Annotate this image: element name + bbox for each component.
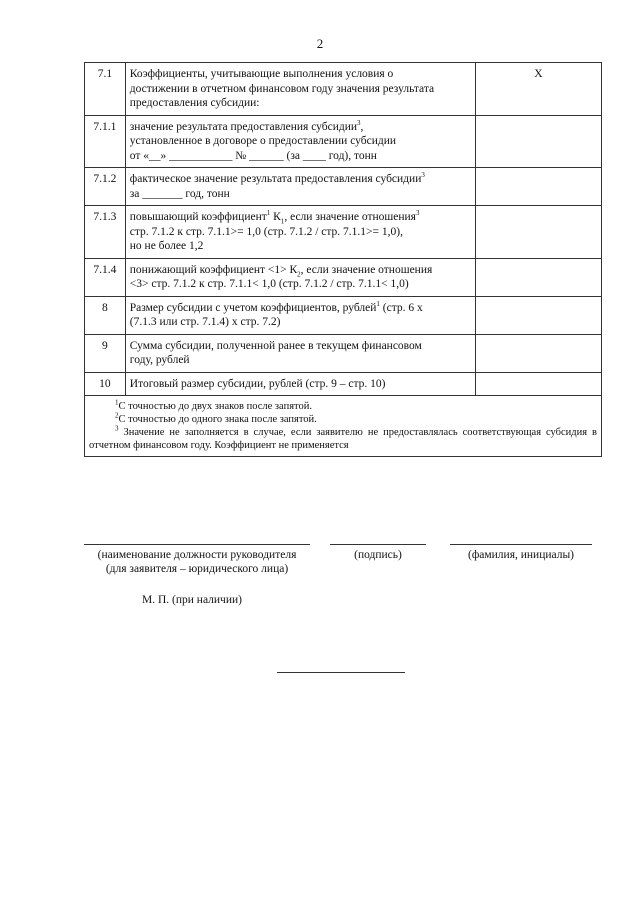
row-number: 7.1.3: [85, 206, 126, 259]
footnote: $^2$С точностью до одного знака после запятой.: [115, 411, 317, 425]
name-label: (фамилия, инициалы): [467, 549, 575, 561]
row-value[interactable]: [475, 115, 601, 168]
footnote: $^3$ Значение не заполняется в случае, если заявителю не предоставлялась соответствующая субсидия в отчетном финансовом году. Коэффициент не применяется: [89, 424, 597, 451]
row-value: Х: [475, 63, 601, 116]
row-description: Сумма субсидии, полученной ранее в текущем финансовом году, рублей: [125, 334, 475, 372]
row-description: повышающий коэффициент$^1$ $К_1$, если значение отношения$^3$ стр. 7.1.2 к стр. 7.1.1>= 1,0 (стр. 7.1.2 / стр. 7.1.1>= 1,0), но не более 1,2: [125, 206, 475, 259]
row-number: 9: [85, 334, 126, 372]
row-value[interactable]: [475, 206, 601, 259]
row-description: Размер субсидии с учетом коэффициентов, рублей$^1$ (стр. 6 х (7.1.3 или стр. 7.1.4) х стр. 7.2): [125, 296, 475, 334]
page-number: 2: [316, 36, 324, 51]
subsidy-calculation-table: [84, 62, 602, 457]
stamp-label: М. П. (при наличии): [142, 594, 242, 606]
row-description: Итоговый размер субсидии, рублей (стр. 9 – стр. 10): [125, 372, 475, 396]
row-number: 7.1.4: [85, 258, 126, 296]
name-line[interactable]: [450, 544, 592, 545]
footnotes: [85, 396, 602, 457]
table-row: [85, 206, 602, 259]
footnote: $^1$С точностью до двух знаков после запятой.: [115, 398, 312, 412]
row-description: фактическое значение результата предоставления субсидии$^3$ за _______ год, тонн: [125, 168, 475, 206]
row-description: значение результата предоставления субсидии$^3$, установленное в договоре о предоставлении субсидии от «__» ___________ № ______ (за ____ год), тонн: [125, 115, 475, 168]
table-row: [85, 115, 602, 168]
row-value[interactable]: [475, 372, 601, 396]
footnotes-row: [85, 396, 602, 457]
row-value[interactable]: [475, 258, 601, 296]
table-row: [85, 168, 602, 206]
row-value[interactable]: [475, 168, 601, 206]
table-row: [85, 258, 602, 296]
position-label: (наименование должности руководителя (для заявителя – юридического лица): [97, 549, 297, 575]
row-number: 7.1.2: [85, 168, 126, 206]
row-value[interactable]: [475, 296, 601, 334]
table-row: [85, 296, 602, 334]
row-number: 8: [85, 296, 126, 334]
row-number: 7.1.1: [85, 115, 126, 168]
bottom-separator: [277, 672, 405, 673]
signature-label: (подпись): [354, 549, 402, 561]
position-line[interactable]: [84, 544, 310, 545]
row-description: Коэффициенты, учитывающие выполнения условия о достижении в отчетном финансовом году значения результата предоставления субсидии:: [125, 63, 475, 116]
row-number: 7.1: [85, 63, 126, 116]
table-row: [85, 372, 602, 396]
signature-line[interactable]: [330, 544, 426, 545]
row-number: 10: [85, 372, 126, 396]
row-value[interactable]: [475, 334, 601, 372]
table-row: [85, 334, 602, 372]
row-description: понижающий коэффициент $<1> К_2$, если значение отношения <3> стр. 7.1.2 к стр. 7.1.1< 1,0 (стр. 7.1.2 / стр. 7.1.1< 1,0): [125, 258, 475, 296]
table-row: [85, 63, 602, 116]
